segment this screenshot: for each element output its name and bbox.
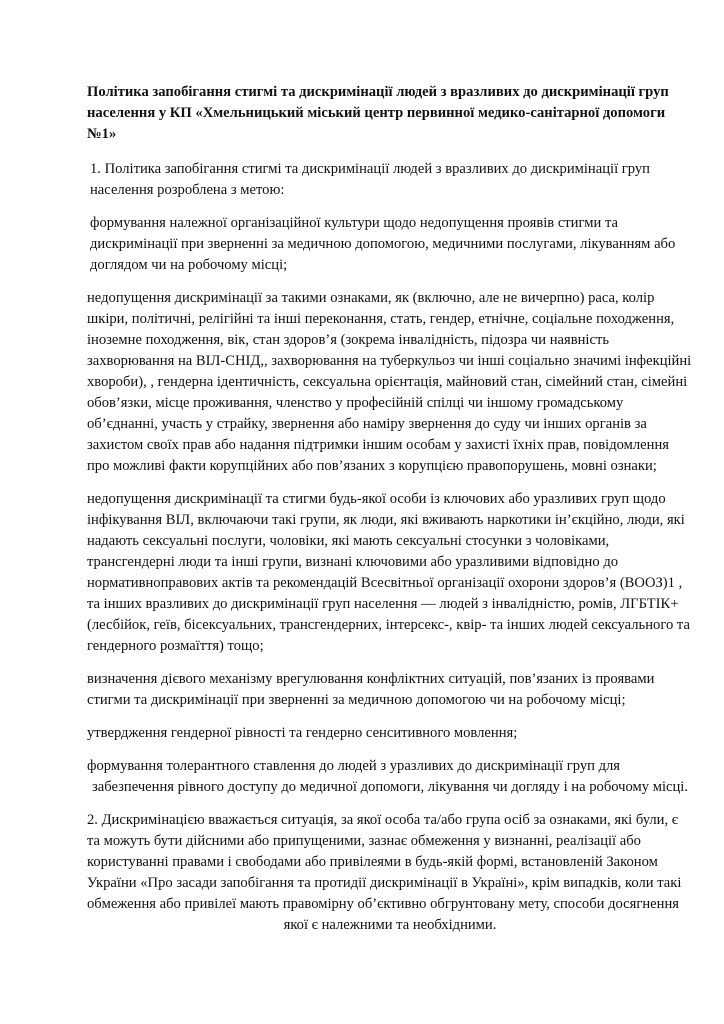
paragraph-conflict-resolution: визначення дієвого механізму врегулювання конфліктних ситуацій, пов’язаних із проявами стигми та дискримінації при зверненні за медичною допомогою чи на робочому місці; <box>87 671 655 708</box>
paragraph-key-vulnerable-groups: недопущення дискримінації та стигми будь-якої особи із ключових або уразливих груп щодо інфікування ВІЛ, включаючи такі групи, як люди, які вживають наркотики ін’єкційно, люди, які надають сексуальні послуги, чоловіки, які мають сексуальні стосунки з чоловіками, трансгендерні люди та інші групи, визнані ключовими або уразливими відповідно до нормативноправових актів та рекомендацій Всесвітньої організації охорони здоров’я (ВООЗ)1 , та інших вразливих до дискримінації груп населення — людей з інвалідністю, ромів, ЛГБТІК+ (лесбійок, геїв, бісексуальних, трансгендерних, інтерсекс-, квір- та інших людей сексуального та гендерного розмаїття) тощо; <box>87 491 690 654</box>
paragraph-tolerant-attitude: формування толерантного ставлення до людей з уразливих до дискримінації груп для забезпечення рівного доступу до медичної допомоги, лікування чи догляду і на робочому місці. <box>87 758 688 795</box>
document-title: Політика запобігання стигмі та дискримінації людей з вразливих до дискримінації груп населення у КП «Хмельницький міський центр первинної медико-санітарної допомоги №1» <box>87 84 669 142</box>
paragraph-organizational-culture: формування належної організаційної культури щодо недопущення проявів стигми та дискримінації при зверненні за медичною допомогою, медичними послугами, лікуванням або доглядом чи на робочому місці; <box>90 215 676 273</box>
document-body <box>87 82 693 948</box>
paragraph-section-2-definition: 2. Дискримінацією вважається ситуація, за якої особа та/або група осіб за ознаками, які були, є та можуть бути дійсними або припущеними, зазнає обмеження у визнанні, реалізації або користуванні правами і свободами або привілеями в будь-якій формі, встановленій Законом України «Про засади запобігання та протидії дискримінації в Україні», крім випадків, коли такі обмеження або привілеї мають правомірну об’єктивно обгрунтовану мету, способи досягнення якої є належними та необхідними. <box>87 812 682 933</box>
paragraph-gender-equality: утвердження гендерної рівності та гендерно сенситивного мовлення; <box>87 725 518 741</box>
paragraph-grounds-of-discrimination: недопущення дискримінації за такими ознаками, як (включно, але не вичерпно) раса, колір шкіри, політичні, релігійні та інші переконання, стать, гендер, етнічне, соціальне походження, іноземне походження, вік, стан здоров’я (зокрема інвалідність, підозра чи наявність захворювання на ВІЛ-СНІД,, захворювання на туберкульоз чи інші соціально значимі інфекційні хвороби), , гендерна ідентичність, сексуальна орієнтація, майновий стан, сімейний стан, сімейні обов’язки, місце проживання, членство у професійній спілці чи іншому громадському об’єднанні, участь у страйку, звернення або наміру звернення до суду чи інших органів за захистом своїх прав або надання підтримки іншим особам у захисті їхніх прав, повідомлення про можливі факти корупційних або пов’язаних з корупцією правопорушень, мовні ознаки; <box>87 290 692 474</box>
paragraph-section-1-intro: 1. Політика запобігання стигмі та дискримінації людей з вразливих до дискримінації груп населення розроблена з метою: <box>90 161 650 198</box>
